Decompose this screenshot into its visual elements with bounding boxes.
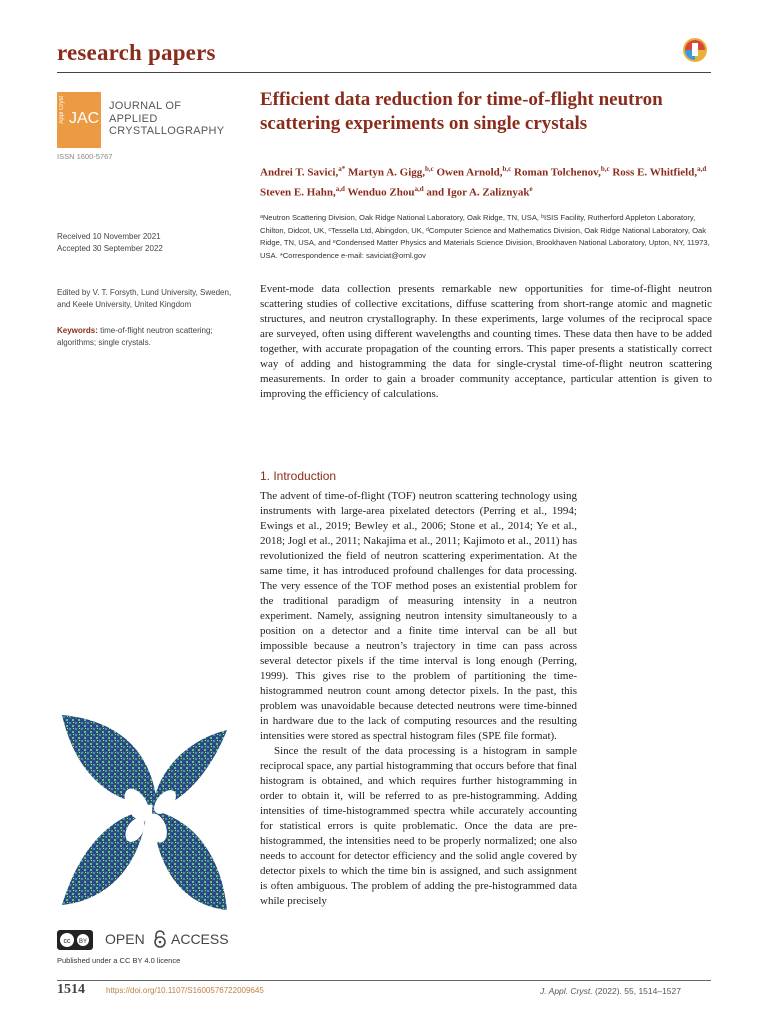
- abstract: Event-mode data collection presents remarkable new opportunities for time-of-flight neutron scattering studies of collective excitations, diffuse scattering from short-range atomic and magnetic structures, and neutron crystallography. In these experiments, large volumes of the reciprocal space are surveyed, often using different wavelengths and counting times. These data then have to be added together, with accurate propagation of the counting errors. This paper presents a statistically correct way of adding and histogramming the data for single-crystal time-of-flight neutron scattering measurements. In order to gain a broader community acceptance, particular attention is given to improving the efficiency of calculations.: [260, 283, 712, 400]
- affiliations: ᵃNeutron Scattering Division, Oak Ridge National Laboratory, Oak Ridge, TN, USA, ᵇISIS Facility, Rutherford Appleton Laboratory, Chilton, Didcot, UK, ᶜTessella Ltd, Abingdon, UK, ᵈComputer Science and Mathematics Division, Oak Ridge National Laboratory, Oak Ridge, TN, USA, and ᵉCondensed Matter Physics and Materials Science Division, Brookhaven National Laboratory, Upton, NY, 11973, USA. *Correspondence e-mail: saviciat@ornl.gov: [260, 213, 710, 260]
- author-name: and Igor A. Zaliznyak: [426, 186, 530, 199]
- author-affil-marker: b,c: [425, 165, 434, 173]
- open-label: OPEN: [105, 931, 145, 947]
- body-text: [260, 489, 577, 909]
- author-affil-marker: a*: [338, 165, 346, 173]
- author-list: [260, 161, 720, 200]
- paragraph: The advent of time-of-flight (TOF) neutron scattering technology using instruments with large-area pixelated detectors (Perring et al., 1994; Ewings et al., 2019; Bewley et al., 2006; Stone et al., 2014; Ye et al., 2018; Jogl et al., 2011; Nakajima et al., 2011; Kajimoto et al., 2011) has revolutionized the field of neutron scattering experimentation. At the same time, it has introduced profound challenges for data processing. The very essence of the TOF method poses an existential problem for the traditional paradigm of measuring intensity in a neutron experiment. Namely, assigning neutron intensity simultaneously to a position on a detector and a finite time interval can be all but impossible because a neutron’s trajectory in time can pass across several detector pixels if the time interval is long enough (Perring, 1999). This gives rise to the problem of partitioning the time-histogrammed neutron count among detector pixels. In the past, this problem was unavoidable because detected neutrons were time-binned in hardware due to the lack of computing resources and the resulting intensities were stored as spectral histogram files (SPE file format).: [260, 490, 577, 742]
- open-lock-icon: [153, 930, 167, 948]
- author-name: Martyn A. Gigg,: [348, 166, 425, 179]
- author-name: Wenduo Zhou: [347, 186, 415, 199]
- licence-text: Published under a CC BY 4.0 licence: [57, 956, 181, 965]
- issn: ISSN 1600-5767: [57, 152, 113, 161]
- paragraph: Since the result of the data processing is a histogram in sample reciprocal space, any partial histogramming that occurs before that final histogram is obtained, and which requires further histogramming in order to obtain it, will be referred to as pre-histogramming. Adding intensities of time-histogrammed spectra while accurately accounting for statistical errors is quite problematic. Once the data are pre-histogrammed, the intensities need to be properly normalized; one also needs to account for detector efficiency and the solid angle covered by detector pixels to which the time bin is assigned, and such assignment is often ambiguous. The problem of adding the pre-histogrammed data while precisely: [260, 745, 577, 907]
- author-affil-marker: a,d: [414, 184, 424, 193]
- author-name: Roman Tolchenov,: [514, 166, 601, 179]
- author-affil-marker: b,c: [502, 165, 512, 173]
- page-number: 1514: [57, 982, 85, 997]
- crossmark-icon[interactable]: [682, 35, 708, 65]
- accepted-date: Accepted 30 September 2022: [57, 244, 163, 253]
- author-name: Andrei T. Savici,: [260, 166, 339, 179]
- citation-journal: J. Appl. Cryst.: [540, 986, 593, 996]
- journal-name-line: CRYSTALLOGRAPHY: [109, 125, 225, 137]
- author-affil-marker: a,d: [697, 165, 707, 173]
- doi-link[interactable]: https://doi.org/10.1107/S1600576722009645: [106, 986, 264, 995]
- svg-text:cc: cc: [63, 938, 71, 945]
- logo-side-text: Appl Cryst: [59, 96, 65, 124]
- citation: [540, 986, 681, 996]
- received-date: Received 10 November 2021: [57, 232, 161, 241]
- access-label: ACCESS: [171, 931, 229, 947]
- section-header: research papers: [57, 40, 216, 65]
- section-heading: 1. Introduction: [260, 469, 337, 483]
- abstract-figure: [57, 710, 229, 915]
- author-affil-marker: e: [529, 184, 533, 193]
- article-title: Efficient data reduction for time-of-flight neutron scattering experiments on single crystals: [260, 89, 663, 134]
- logo-abbrev: JAC: [69, 110, 100, 127]
- header-divider: [57, 72, 711, 73]
- svg-text:BY: BY: [78, 939, 88, 945]
- journal-name: [109, 100, 224, 138]
- author-name: Steven E. Hahn,: [260, 186, 336, 199]
- author-name: Owen Arnold,: [436, 166, 503, 179]
- edited-by: Edited by V. T. Forsyth, Lund University, Sweden, and Keele University, United Kingdom: [57, 288, 232, 309]
- journal-name-line: JOURNAL OF: [109, 100, 182, 112]
- jac-logo-box: [57, 92, 101, 148]
- author-affil-marker: a,d: [335, 184, 345, 193]
- keywords: [57, 325, 242, 349]
- citation-year-vol: (2022). 55, 1514–1527: [594, 986, 681, 996]
- footer-divider: [57, 980, 711, 981]
- keywords-label: Keywords:: [57, 326, 98, 335]
- author-affil-marker: b,c: [600, 165, 610, 173]
- cc-by-icon: [57, 930, 93, 950]
- journal-logo[interactable]: [57, 92, 225, 148]
- journal-name-line: APPLIED: [109, 112, 158, 125]
- author-name: Ross E. Whitfield,: [612, 166, 698, 179]
- open-access-badge[interactable]: [57, 928, 232, 956]
- keywords-text: time-of-flight neutron scattering; algorithms; single crystals.: [57, 326, 213, 347]
